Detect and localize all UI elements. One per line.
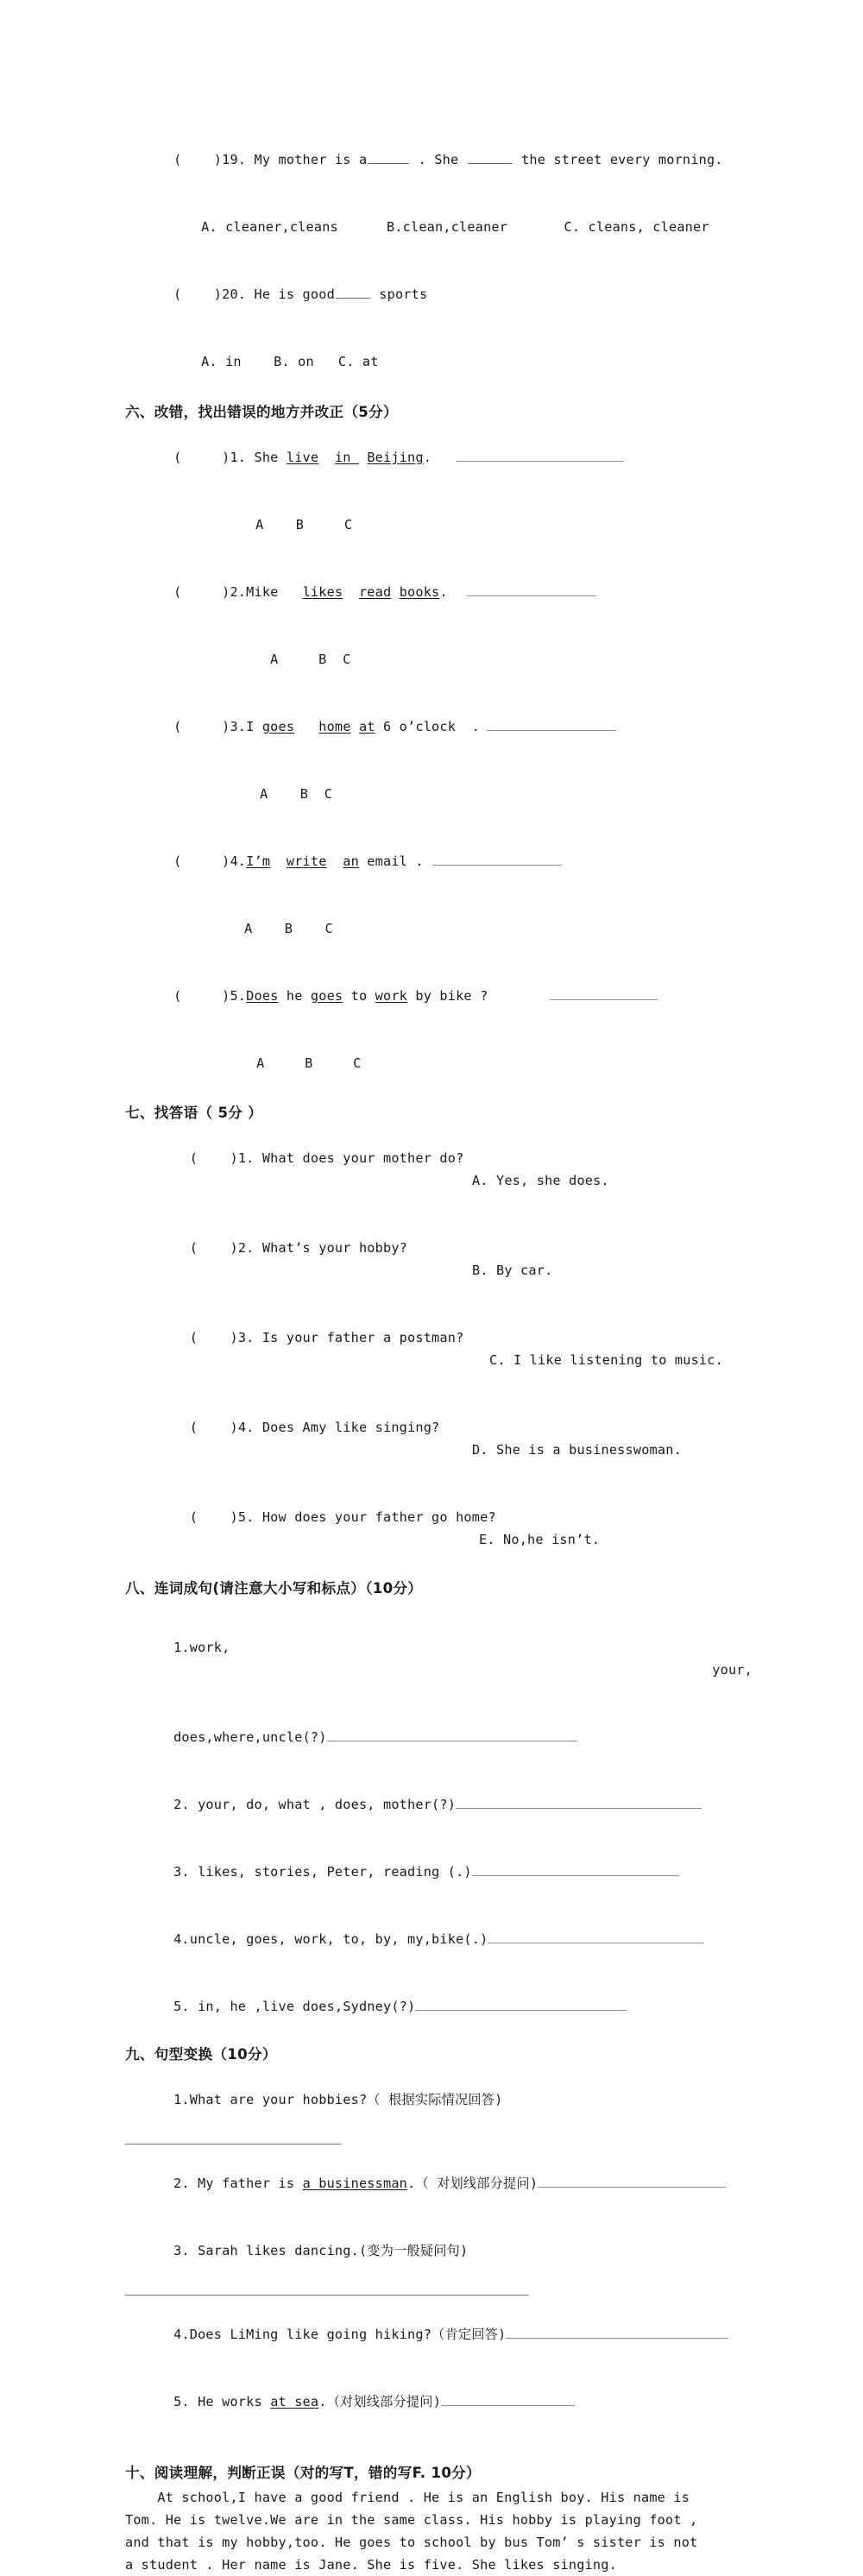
- s7-q2-bracket[interactable]: ( ): [189, 1240, 238, 1256]
- s7-a4-label: D.: [472, 1442, 488, 1458]
- section-eight: [125, 1577, 751, 2040]
- s7-a1: [472, 1169, 609, 1192]
- s9-i2-underlined: a businessman: [302, 2176, 408, 2191]
- section-eight-item-2: [125, 1771, 751, 1838]
- s6-i1-answer-blank[interactable]: [456, 451, 624, 462]
- section-six-item-1-markers: [125, 491, 751, 558]
- s6-i4-p2: write: [286, 853, 327, 869]
- s6-i2-p4: [391, 584, 399, 600]
- s6-i3-markers: A B C: [260, 786, 333, 802]
- section-seven-heading: 七、找答语（ 5分 ）: [125, 1105, 263, 1121]
- s6-i2-p1: likes: [302, 584, 343, 600]
- s9-i2-text: 2. My father is: [173, 2176, 303, 2191]
- s9-i2-text-after: .（ 对划线部分提问): [407, 2176, 539, 2191]
- s7-a5: [479, 1528, 600, 1551]
- s6-i2-p5: books: [399, 584, 440, 600]
- s7-a2-label: B.: [472, 1263, 488, 1278]
- s6-i1-p1: live: [286, 450, 319, 465]
- s6-i1-number: 1.: [230, 450, 247, 465]
- s6-i3-p0: I: [246, 719, 262, 734]
- section-eight-item-1-line-2: [125, 1704, 751, 1771]
- s8-i1-right: your,: [712, 1662, 753, 1678]
- s6-i1-p0: She: [246, 450, 287, 465]
- s7-a4-text: She is a businesswoman.: [488, 1442, 682, 1458]
- s8-i3-text: 3. likes, stories, Peter, reading (.): [173, 1864, 472, 1880]
- q20-options-text[interactable]: A. in B. on C. at: [201, 354, 379, 369]
- s7-q5-bracket[interactable]: ( ): [189, 1509, 238, 1525]
- match-row: [125, 1304, 751, 1394]
- s6-i1-p5: Beijing: [367, 450, 424, 465]
- s6-i5-p4: work: [375, 988, 408, 1004]
- s6-i5-p0: Does: [246, 988, 279, 1004]
- s6-i4-p3: [327, 853, 343, 869]
- s9-i2-answer-blank[interactable]: [538, 2177, 726, 2188]
- s6-i4-bracket[interactable]: ( ): [173, 853, 230, 869]
- s6-i4-p1: [270, 853, 287, 869]
- s9-i4-text: 4.Does LiMing like going hiking?（肯定回答): [173, 2327, 507, 2342]
- passage-line: Tom. He is twelve.We are in the same class. His hobby is playing foot ,: [125, 2512, 698, 2528]
- section-eight-item-1-line-1: [125, 1614, 751, 1704]
- section-six-item-4-markers: [125, 895, 751, 962]
- s6-i1-p2: [318, 450, 335, 465]
- s7-q4-number: 4.: [237, 1420, 255, 1435]
- carryover-section: [125, 0, 751, 395]
- s8-i3-answer-blank[interactable]: [472, 1866, 679, 1876]
- section-nine: [125, 2043, 751, 2435]
- s6-i2-markers: A B C: [270, 652, 351, 667]
- question-19: [125, 126, 751, 193]
- s6-i1-markers: A B C: [255, 517, 353, 532]
- s6-i3-number: 3.: [230, 719, 247, 734]
- q19-stem-mid: . She: [410, 152, 467, 167]
- s6-i2-p0: Mike: [246, 584, 303, 600]
- s6-i3-bracket[interactable]: ( ): [173, 719, 230, 734]
- s6-i3-p2: [294, 719, 318, 734]
- s6-i3-p6: 6 o’clock .: [375, 719, 481, 734]
- q20-stem-after: sports: [370, 287, 428, 302]
- s6-i2-answer-blank[interactable]: [467, 586, 596, 596]
- s7-q3-number: 3.: [237, 1330, 255, 1345]
- s6-i5-p1: he: [278, 988, 311, 1004]
- question-20-options: [125, 328, 751, 395]
- s7-q3-bracket[interactable]: ( ): [189, 1330, 238, 1345]
- s9-i5-text-after: .（对划线部分提问): [318, 2394, 442, 2409]
- s7-q1-number: 1.: [237, 1150, 255, 1166]
- s7-q3-text: Is your father a postman?: [254, 1330, 464, 1345]
- q19-blank-2[interactable]: [468, 153, 513, 164]
- q20-number: 20.: [222, 287, 247, 302]
- section-six-item-3-markers: [125, 760, 751, 828]
- section-seven: [125, 1101, 751, 1573]
- section-eight-item-5: [125, 1973, 751, 2040]
- section-six-item-5: [125, 962, 751, 1030]
- s7-q4-text: Does Amy like singing?: [254, 1420, 440, 1435]
- s7-a3: [489, 1349, 723, 1371]
- q19-stem-after: the street every morning.: [513, 152, 723, 167]
- q19-bracket[interactable]: ( ): [173, 152, 223, 167]
- s8-i1-answer-blank[interactable]: [327, 1731, 577, 1741]
- s6-i1-p4: [359, 450, 367, 465]
- s8-i4-answer-blank[interactable]: [488, 1933, 703, 1943]
- s6-i5-number: 5.: [230, 988, 247, 1004]
- section-six: [125, 400, 751, 1097]
- section-six-item-4: [125, 828, 751, 895]
- q20-blank-1[interactable]: [336, 287, 370, 299]
- s8-i2-answer-blank[interactable]: [456, 1798, 702, 1809]
- s7-a2: [472, 1259, 552, 1282]
- section-nine-item-4: [125, 2301, 751, 2368]
- question-20: [125, 261, 751, 328]
- q19-number: 19.: [222, 152, 247, 167]
- s6-i3-answer-blank[interactable]: [487, 721, 616, 731]
- s9-i5-underlined: at sea: [270, 2394, 319, 2409]
- s6-i5-markers: A B C: [256, 1055, 362, 1071]
- s9-i3-text: 3. Sarah likes dancing.(变为一般疑问句): [173, 2243, 469, 2258]
- section-eight-heading: 八、连词成句(请注意大小写和标点）（10分）: [125, 1580, 423, 1597]
- section-eight-item-3: [125, 1838, 751, 1905]
- section-nine-item-3: [125, 2217, 751, 2284]
- s7-a1-label: A.: [472, 1173, 488, 1188]
- question-19-options: [125, 193, 751, 261]
- s6-i5-p2: goes: [310, 988, 343, 1004]
- s6-i4-p0: I’m: [246, 853, 271, 869]
- section-seven-body: [125, 1124, 751, 1573]
- s6-i4-markers: A B C: [244, 921, 333, 936]
- s6-i2-p2: [343, 584, 359, 600]
- s6-i1-bracket[interactable]: ( ): [173, 450, 230, 465]
- s8-i1-cont: does,where,uncle(?): [173, 1729, 327, 1745]
- section-ten-heading: 十、阅读理解，判断正误（对的写T，错的写F. 10分）: [125, 2465, 481, 2481]
- s8-i5-text: 5. in, he ,live does,Sydney(?): [173, 1999, 416, 2014]
- s6-i3-p1: goes: [261, 719, 295, 734]
- match-row: [125, 1394, 751, 1483]
- match-row: [125, 1214, 751, 1304]
- s9-i4-answer-blank[interactable]: [506, 2328, 728, 2339]
- section-nine-heading: 九、句型变换（10分）: [125, 2046, 277, 2063]
- s7-a2-text: By car.: [488, 1263, 553, 1278]
- section-nine-item-2: [125, 2150, 751, 2217]
- s6-i2-number: 2.: [230, 584, 247, 600]
- section-eight-item-4: [125, 1905, 751, 1973]
- s7-a3-text: I like listening to music.: [505, 1352, 723, 1368]
- passage-line: and that is my hobby,too. He goes to school by bus Tom’ s sister is not: [125, 2535, 698, 2550]
- s9-i5-answer-blank[interactable]: [441, 2396, 575, 2406]
- section-nine-item-5: [125, 2368, 751, 2435]
- section-ten: [125, 2461, 751, 2576]
- q20-stem-before: He is good: [246, 287, 335, 302]
- section-six-item-5-markers: [125, 1030, 751, 1097]
- s6-i5-bracket[interactable]: ( ): [173, 988, 230, 1004]
- s8-i4-text: 4.uncle, goes, work, to, by, my,bike(.): [173, 1931, 488, 1947]
- s7-a5-text: No,he isn’t.: [494, 1532, 601, 1547]
- s8-i2-text: 2. your, do, what , does, mother(?): [173, 1797, 457, 1812]
- s6-i5-p3: to: [343, 988, 375, 1004]
- q19-stem-before: My mother is a: [246, 152, 368, 167]
- s8-i1-left: 1.work,: [173, 1640, 230, 1655]
- section-six-item-3: [125, 693, 751, 760]
- worksheet-page: [125, 0, 751, 2576]
- s7-q5-number: 5.: [237, 1509, 255, 1525]
- s6-i5-p5: by bike ?: [407, 988, 488, 1004]
- s6-i1-p6: .: [423, 450, 432, 465]
- passage-line: a student . Her name is Jane. She is five. She likes singing.: [125, 2557, 617, 2573]
- s7-q1-text: What does your mother do?: [254, 1150, 464, 1166]
- s6-i1-p3: in: [334, 450, 359, 465]
- section-six-item-2-markers: [125, 626, 751, 693]
- match-row: [125, 1124, 751, 1214]
- s9-i5-text: 5. He works: [173, 2394, 271, 2409]
- section-nine-item-1: [125, 2066, 751, 2133]
- s7-a3-label: C.: [489, 1352, 506, 1368]
- s6-i4-p4: an: [343, 853, 359, 869]
- s7-q1-bracket[interactable]: ( ): [189, 1150, 238, 1166]
- s6-i4-number: 4.: [230, 853, 247, 869]
- reading-passage: [125, 2486, 751, 2576]
- s6-i3-p3: home: [318, 719, 351, 734]
- s7-q4-bracket[interactable]: ( ): [189, 1420, 238, 1435]
- s9-i1-text: 1.What are your hobbies?（ 根据实际情况回答): [173, 2092, 503, 2107]
- s7-q2-text: What’s your hobby?: [254, 1240, 408, 1256]
- s6-i2-p6: .: [439, 584, 448, 600]
- s6-i4-p5: email .: [358, 853, 424, 869]
- q20-bracket[interactable]: ( ): [173, 287, 223, 302]
- passage-line: At school,I have a good friend . He is an English boy. His name is: [125, 2490, 690, 2505]
- s8-i5-answer-blank[interactable]: [415, 2000, 627, 2011]
- s6-i3-p4: [351, 719, 359, 734]
- s6-i3-p5: at: [358, 719, 375, 734]
- s7-a4: [472, 1439, 682, 1461]
- s6-i2-bracket[interactable]: ( ): [173, 584, 230, 600]
- s7-a1-text: Yes, she does.: [488, 1173, 609, 1188]
- q19-blank-1[interactable]: [368, 153, 409, 164]
- s6-i4-answer-blank[interactable]: [432, 855, 562, 866]
- s7-q2-number: 2.: [237, 1240, 255, 1256]
- s6-i2-p3: read: [358, 584, 392, 600]
- s6-i5-answer-blank[interactable]: [550, 990, 658, 1000]
- section-six-item-2: [125, 558, 751, 626]
- s7-q5-text: How does your father go home?: [254, 1509, 496, 1525]
- match-row: [125, 1483, 751, 1573]
- s7-a5-label: E.: [479, 1532, 495, 1547]
- q19-options-text[interactable]: A. cleaner,cleans B.clean,cleaner C. cleans, cleaner: [201, 219, 709, 235]
- section-six-item-1: [125, 424, 751, 491]
- section-six-heading: 六、改错，找出错误的地方并改正（5分）: [125, 404, 398, 420]
